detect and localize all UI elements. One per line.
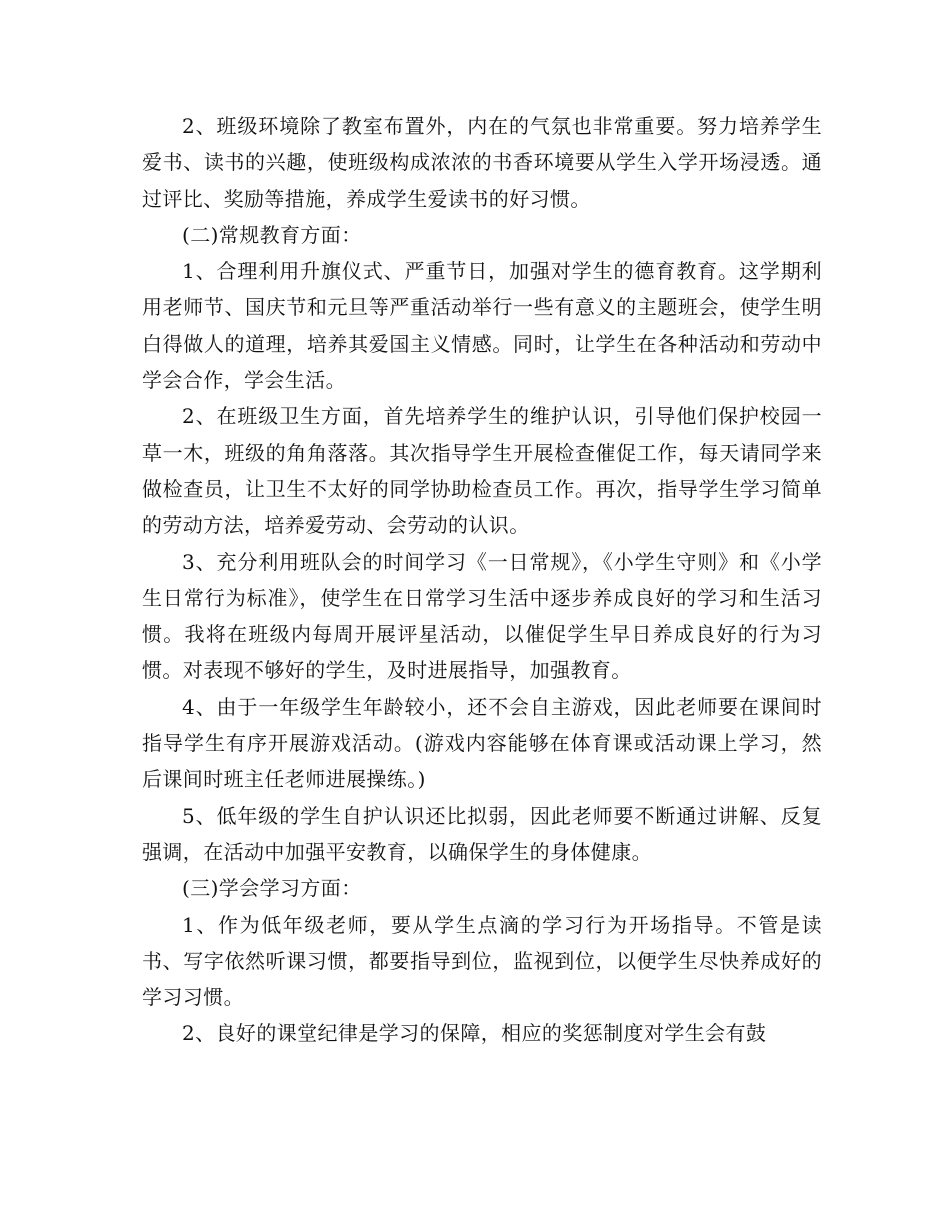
paragraph-daily-rules: 3、充分利用班队会的时间学习《一日常规》，《小学生守则》和《小学生日常行为标准》，使学生在日常学习生活中逐步养成良好的学习和生活习惯。我将在班级内每周开展评星活动，以催促学生早日养成良好的行为习惯。对表现不够好的学生，及时进展指导，加强教育。 [142,549,822,683]
paragraph-moral-education: 1、合理利用升旗仪式、严重节日，加强对学生的德育教育。这学期利用老师节、国庆节和元旦等严重活动举行一些有意义的主题班会，使学生明白得做人的道理，培养其爱国主义情感。同时，让学生在各种活动和劳动中学会合作，学会生活。 [142,259,822,393]
paragraph-study-habits: 1、作为低年级老师，要从学生点滴的学习行为开场指导。不管是读书、写字依然听课习惯，都要指导到位，监视到位，以便学生尽快养成好的学习习惯。 [142,912,822,1010]
paragraph-class-hygiene: 2、在班级卫生方面，首先培养学生的维护认识，引导他们保护校园一草一木，班级的角角落落。其次指导学生开展检查催促工作，每天请同学来做检查员，让卫生不太好的同学协助检查员工作。再次，指导学生学习简单的劳动方法，培养爱劳动、会劳动的认识。 [142,404,822,538]
section-heading-routine-education: (二)常规教育方面： [182,222,362,247]
section-heading-learning: (三)学会学习方面： [182,876,362,901]
paragraph-class-environment: 2、班级环境除了教室布置外，内在的气氛也非常重要。努力培养学生爱书、读书的兴趣，使班级构成浓浓的书香环境要从学生入学开场浸透。通过评比、奖励等措施，养成学生爱读书的好习惯。 [142,114,822,211]
paragraph-classroom-discipline: 2、良好的课堂纪律是学习的保障，相应的奖惩制度对学生会有鼓 [182,1021,767,1046]
paragraph-safety-education: 5、低年级的学生自护认识还比拟弱，因此老师要不断通过讲解、反复强调，在活动中加强平安教育，以确保学生的身体健康。 [142,803,822,864]
document-body [142,108,822,1052]
paragraph-recess-games: 4、由于一年级学生年龄较小，还不会自主游戏，因此老师要在课间时指导学生有序开展游戏活动。(游戏内容能够在体育课或活动课上学习，然后课间时班主任老师进展操练。) [142,694,822,792]
